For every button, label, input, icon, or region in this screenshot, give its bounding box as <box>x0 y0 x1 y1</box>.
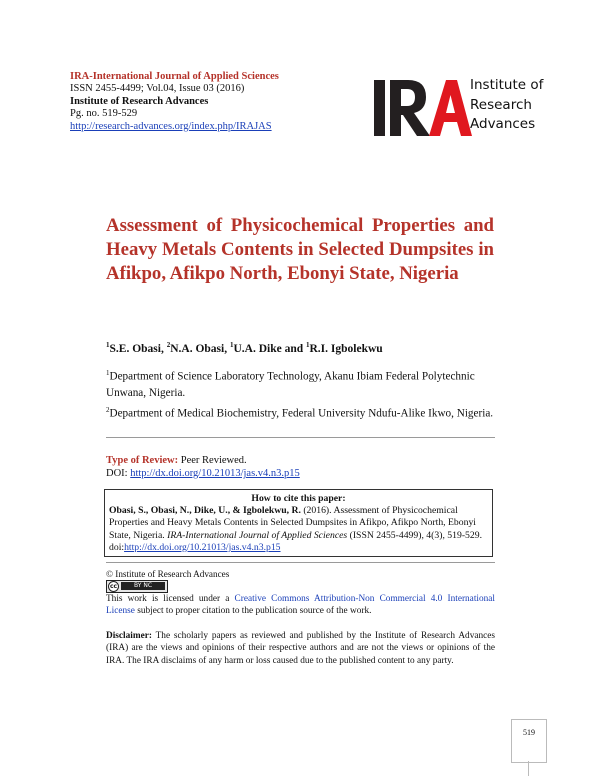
logo-line-3: Advances <box>470 116 536 132</box>
cc-symbol-icon: cc <box>109 583 118 590</box>
author-2: $^2$N.A. Obasi <box>166 341 225 355</box>
copyright-notice: © Institute of Research Advances <box>106 569 230 579</box>
ira-logo <box>374 74 544 140</box>
cc-badge-text: BY NC <box>121 582 165 590</box>
ira-logo-text <box>470 76 543 135</box>
page-range: Pg. no. 519-529 <box>70 108 138 120</box>
author-4: $^1$R.I. Igbolekwu <box>306 341 383 355</box>
author-3: $^1$U.A. Dike <box>229 341 282 355</box>
disclaimer-label: Disclaimer: <box>106 631 152 641</box>
affiliation-2: $^2$Department of Medical Biochemistry, Federal University Ndufu-Alike Ikwo, Nigeria. <box>106 405 494 420</box>
article-title: Assessment of Physicochemical Properties and Heavy Metals Contents in Selected Dumpsites in Afikpo, Afikpo North, Ebonyi State, Nigeria <box>106 215 494 284</box>
affiliations <box>106 365 496 422</box>
page-number: 519 <box>523 728 535 737</box>
divider <box>106 562 495 563</box>
logo-line-2: Research <box>470 96 532 113</box>
citation-box <box>104 489 493 557</box>
logo-line-1: Institute of <box>470 77 544 93</box>
publisher-name: Institute of Research Advances <box>70 95 209 107</box>
author-1: $^1$S.E. Obasi <box>106 341 161 355</box>
journal-header <box>70 71 279 133</box>
license-text: This work is licensed under a Creative Commons Attribution-Non Commercial 4.0 International License subject to proper citation to the publication source of the work. <box>106 594 495 617</box>
author-list: $^1$S.E. Obasi, $^2$N.A. Obasi, $^1$U.A. Dike and $^1$R.I. Igbolekwu <box>106 341 383 355</box>
license-link[interactable]: Creative Commons Attribution-Non Commercial 4.0 International License <box>106 594 495 617</box>
review-type-label: Type of Review: <box>106 455 179 466</box>
journal-name: IRA-International Journal of Applied Sciences <box>70 71 279 82</box>
ira-logo-mark <box>374 80 472 136</box>
divider <box>106 437 495 438</box>
page-number-line <box>528 761 529 776</box>
affiliation-1: $^1$Department of Science Laboratory Technology, Akanu Ibiam Federal Polytechnic Unwana, Nigeria. <box>106 369 475 400</box>
review-info <box>106 454 300 480</box>
disclaimer-text: The scholarly papers as reviewed and published by the Institute of Research Advances (IRA) are the views and opinions of their respective authors and are not the views or opinions of the IRA. The IRA disclaims of any harm or loss caused due to the published content to any party. <box>106 631 495 666</box>
page-number-box <box>511 719 547 763</box>
cc-license-badge-icon[interactable] <box>106 580 168 593</box>
citation-doi-link[interactable]: http://dx.doi.org/10.21013/jas.v4.n3.p15 <box>124 541 281 553</box>
journal-url-link[interactable]: http://research-advances.org/index.php/IRAJAS <box>70 120 272 132</box>
doi-link[interactable]: http://dx.doi.org/10.21013/jas.v4.n3.p15 <box>130 468 300 479</box>
review-type-value: Peer Reviewed. <box>178 455 247 466</box>
doi-label: DOI: <box>106 468 131 479</box>
disclaimer <box>106 630 495 667</box>
citation-heading: How to cite this paper: <box>251 493 346 504</box>
issn-line: ISSN 2455-4499; Vol.04, Issue 03 (2016) <box>70 83 245 95</box>
citation-text: Obasi, S., Obasi, N., Dike, U., & Igbolekwu, R. (2016). Assessment of Physicochemical Properties and Heavy Metals Contents in Selected Dumpsites in Afikpo, Afikpo North, Ebonyi State, Nigeria. IRA-International Journal of Applied Sciences (ISSN 2455-4499), 4(3), 519-529. doi:http://dx.doi.org/10.21013/jas.v4.n3.p15 <box>109 505 482 553</box>
